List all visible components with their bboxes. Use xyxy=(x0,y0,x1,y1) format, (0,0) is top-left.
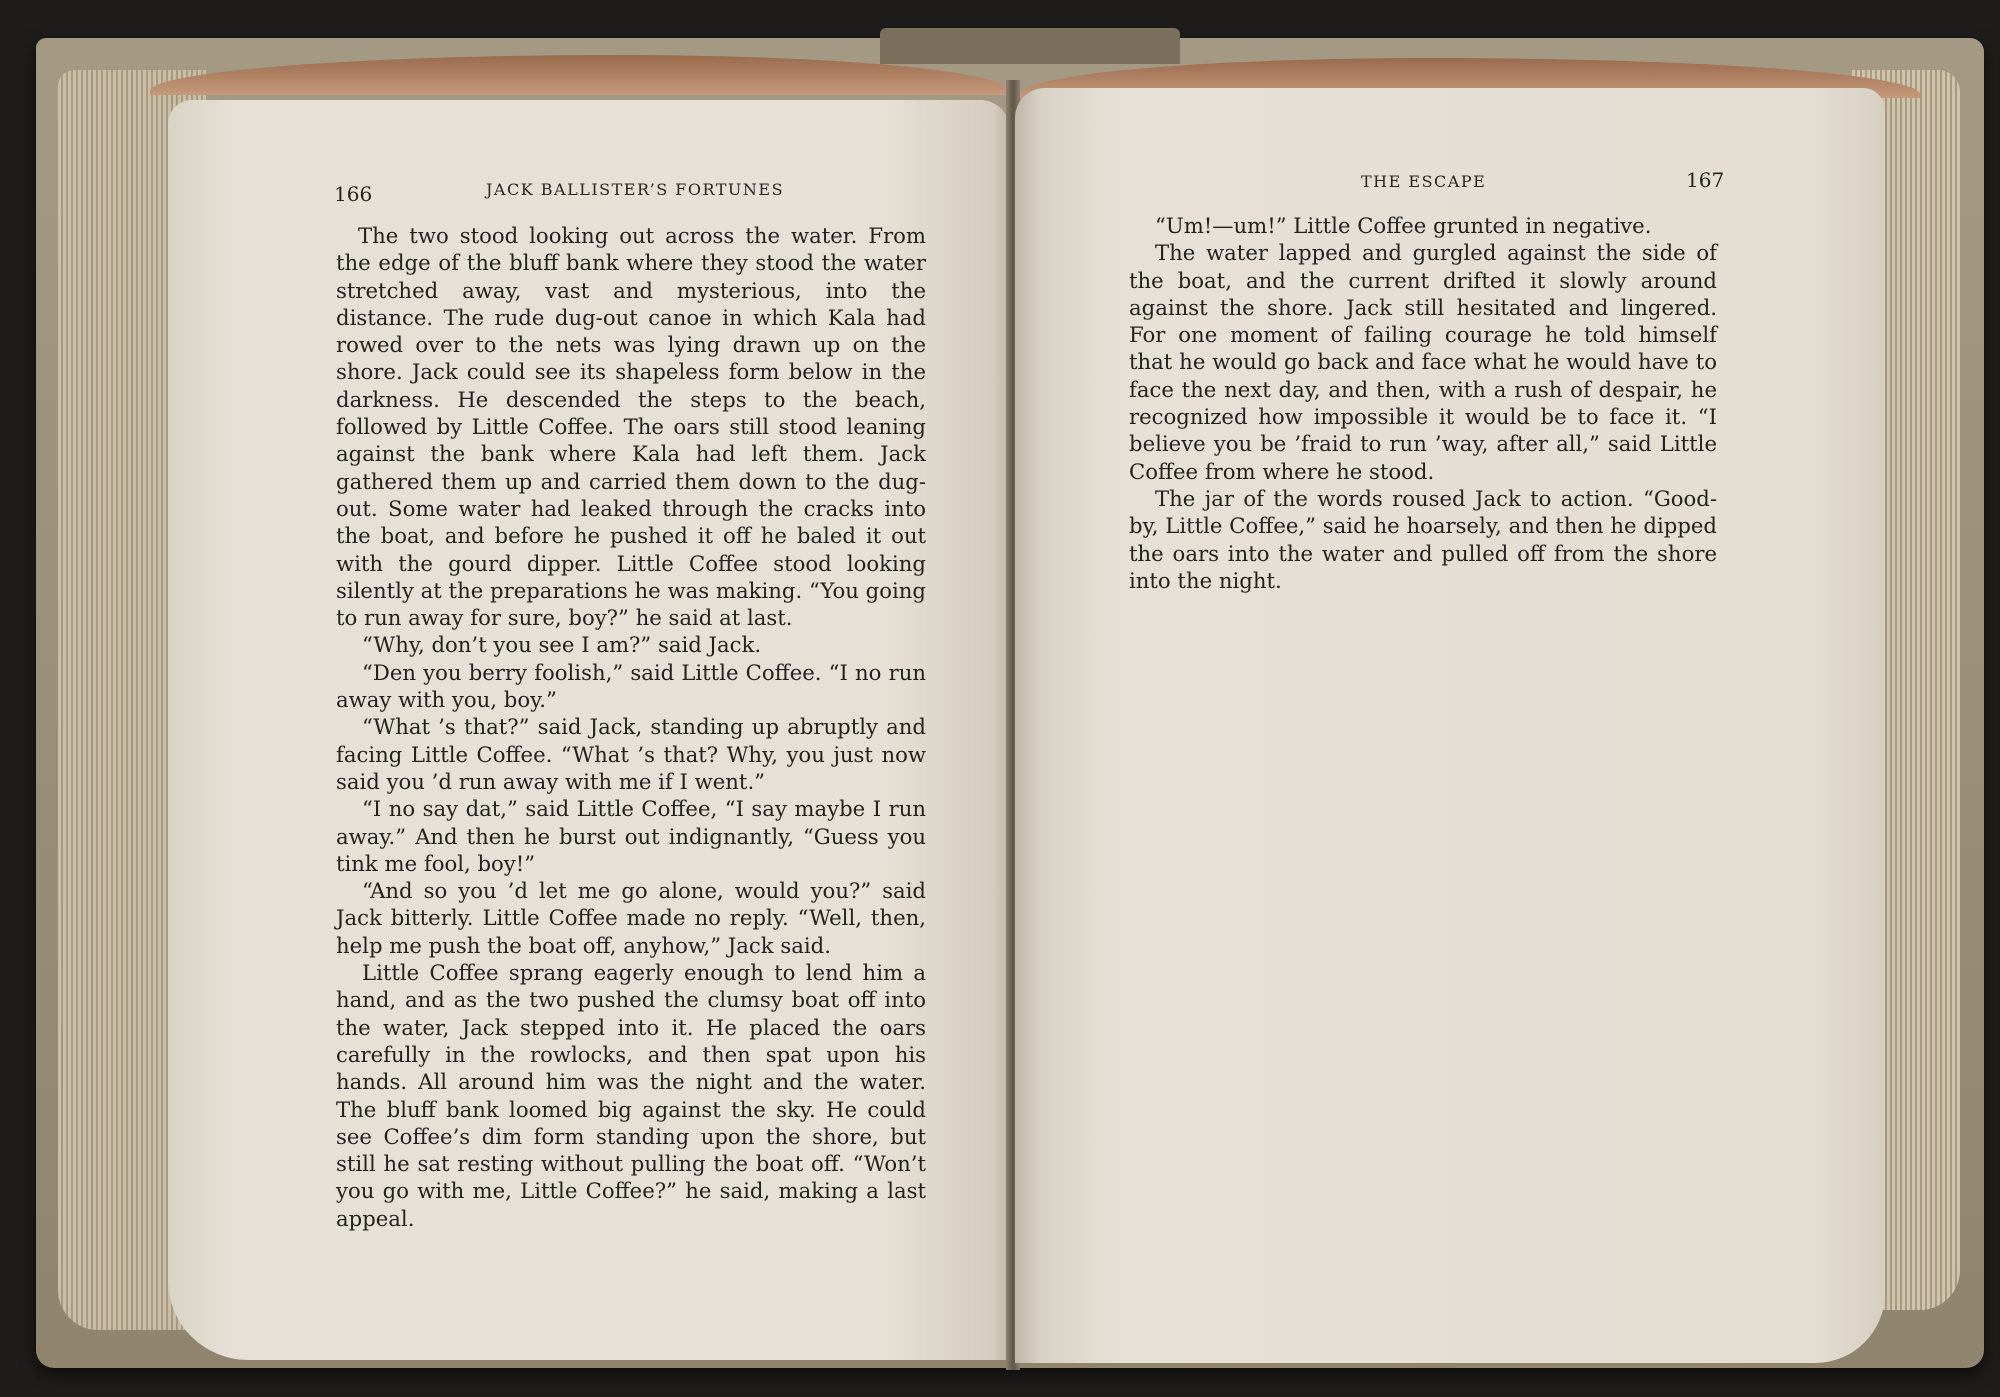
page-number: 166 xyxy=(334,182,373,206)
paragraph: “I no say dat,” said Little Coffee, “I say maybe I run away.” And then he burst out indignantly, “Guess you tink me fool, boy!” xyxy=(336,796,926,876)
paragraph: “Why, don’t you see I am?” said Jack. xyxy=(362,632,762,658)
paragraph: “Um!—um!” Little Coffee grunted in negative. xyxy=(1155,213,1652,238)
paragraph: The two stood looking out across the water. From the edge of the bluff bank where they stood the water stretched away, vast and mysterious, into the distance. The rude dug-out canoe in which Kala had rowed over to the nets was lying drawn up on the shore. Jack could see its shapeless form below in the darkness. He descended the steps to the beach, followed by Little Coffee. The oars still stood leaning against the bank where Kala had left them. Jack gathered them up and carried them down to the dug-out. Some water had leaked through the cracks into the boat, and before he pushed it off he baled it out with the gourd dipper. Little Coffee stood looking silently at the preparations he was making. “You going to run away for sure, boy?” he said at last. xyxy=(336,223,926,631)
running-head: JACK BALLISTER’S FORTUNES xyxy=(486,180,785,199)
left-page xyxy=(168,100,1010,1360)
paragraph: Little Coffee sprang eagerly enough to lend him a hand, and as the two pushed the clumsy boat off into the water, Jack stepped into it. He placed the oars carefully in the rowlocks, and then spat upon his hands. All around him was the night and the water. The bluff bank loomed big against the sky. He could see Coffee’s dim form standing upon the shore, but still he sat resting without pulling the boat off. “Won’t you go with me, Little Coffee?” he said, making a last appeal. xyxy=(336,960,926,1231)
page-number: 167 xyxy=(1686,168,1725,192)
page-body xyxy=(1129,212,1717,594)
right-page xyxy=(1015,88,1885,1363)
page-body xyxy=(336,222,926,1232)
paragraph: “What ’s that?” said Jack, standing up abruptly and facing Little Coffee. “What ’s that? Why, you just now said you ’d run away with me if I went.” xyxy=(336,714,926,794)
paragraph: The jar of the words roused Jack to action. “Good-by, Little Coffee,” said he hoarsely, and then he dipped the oars into the water and pulled off from the shore into the night. xyxy=(1129,485,1717,593)
book-spine xyxy=(880,28,1180,64)
running-head: THE ESCAPE xyxy=(1361,172,1487,191)
paragraph: “And so you ’d let me go alone, would you?” said Jack bitterly. Little Coffee made no reply. “Well, then, help me push the boat off, anyhow,” Jack said. xyxy=(336,878,926,958)
paragraph: “Den you berry foolish,” said Little Coffee. “I no run away with you, boy.” xyxy=(336,659,926,713)
paragraph: The water lapped and gurgled against the side of the boat, and the current drifted it slowly around against the shore. Jack still hesitated and lingered. For one moment of failing courage he told himself that he would go back and face what he would have to face the next day, and then, with a rush of despair, he recognized how impossible it would be to face it. “I believe you be ’fraid to run ’way, after all,” said Little Coffee from where he stood. xyxy=(1129,240,1717,484)
